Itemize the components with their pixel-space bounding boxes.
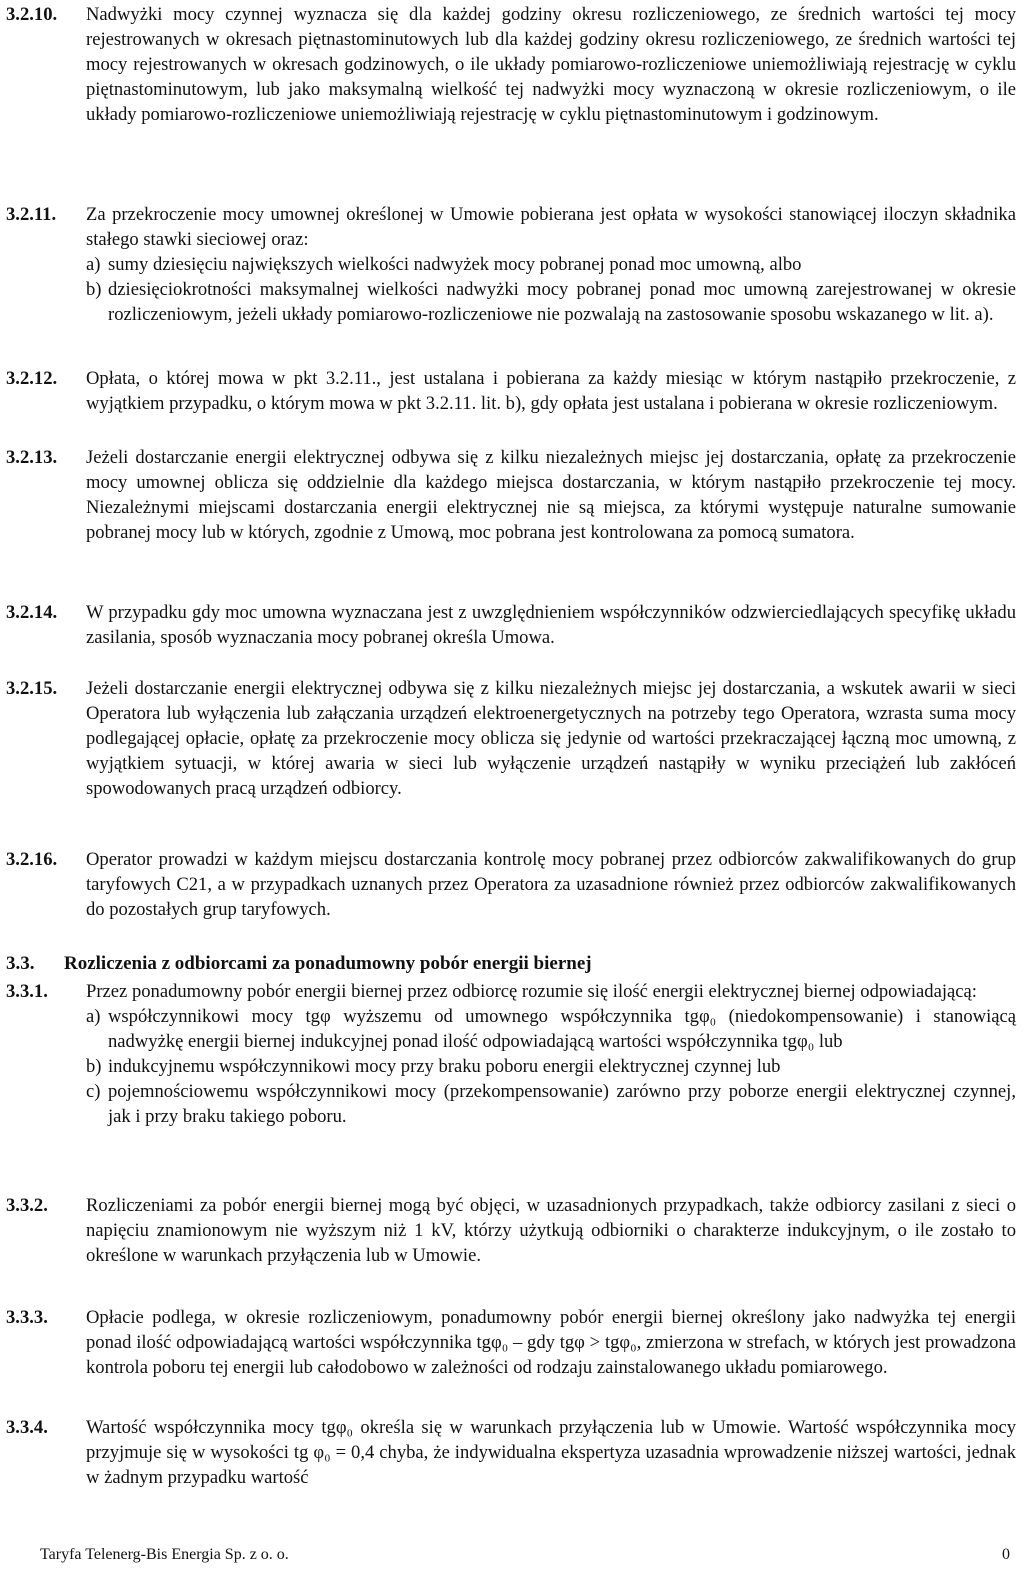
paragraph-number: 3.2.10. <box>6 4 58 25</box>
paragraph-number: 3.2.12. <box>6 368 58 389</box>
list-item <box>86 1055 1016 1080</box>
paragraph-number: 3.2.11. <box>6 204 57 225</box>
paragraph-number: 3.3.3. <box>6 1307 48 1328</box>
paragraph-3-2-15 <box>6 677 1016 802</box>
paragraph-text: Opłata, o której mowa w pkt 3.2.11., jest ustalana i pobierana za każdy miesiąc w którym nastąpiło przekroczenie, z wyjątkiem przypadku, o którym mowa w pkt 3.2.11. lit. b), gdy opłata jest ustalana i pobierana w okresie rozliczeniowym. <box>86 368 1016 414</box>
paragraph-3-2-16 <box>6 848 1016 923</box>
list-item <box>86 1080 1016 1130</box>
paragraph-number: 3.3.2. <box>6 1195 48 1216</box>
list-item-text: indukcyjnemu współczynnikowi mocy przy braku poboru energii elektrycznej czynnej lub <box>108 1055 781 1077</box>
paragraph-text: Przez ponadumowny pobór energii biernej przez odbiorcę rozumie się ilość energii elektrycznej biernej odpowiadającą: <box>86 981 977 1002</box>
list-item <box>86 278 1016 328</box>
footer-company: Taryfa Telenerg-Bis Energia Sp. z o. o. <box>40 1546 289 1563</box>
paragraph-3-2-11 <box>6 203 1016 328</box>
paragraph-number: 3.3.4. <box>6 1417 48 1438</box>
paragraph-text: Wartość współczynnika mocy tgφ₀ określa się w warunkach przyłączenia lub w Umowie. Wartość współczynnika mocy przyjmuje się w wysokości tg φ₀ = 0,4 chyba, że indywidualna ekspertyza uzasadnia wprowadzenie niższej wartości, jednak w żadnym przypadku wartość <box>86 1417 1016 1488</box>
list-item-letter: c) <box>86 1080 101 1102</box>
paragraph-text: Jeżeli dostarczanie energii elektrycznej odbywa się z kilku niezależnych miejsc jej dostarczania, a wskutek awarii w sieci Operatora lub wyłączenia lub załączania urządzeń elektroenergetycznych na potrzeby tego Operatora, wzrasta suma mocy podlegającej opłacie, opłatę za przekroczenie mocy oblicza się jedynie od wartości przekraczającej łączną moc umowną, z wyjątkiem sytuacji, w której awaria w sieci lub wyłączenie urządzeń nastąpiły w wyniku przeciążeń lub zakłóceń spowodowanych pracą urządzeń odbiorcy. <box>86 678 1016 799</box>
list-item-letter: b) <box>86 278 102 300</box>
paragraph-text: Nadwyżki mocy czynnej wyznacza się dla każdej godziny okresu rozliczeniowego, ze średnich wartości tej mocy rejestrowanych w okresach piętnastominutowych lub dla każdej godziny okresu rozliczeniowego, ze średnich wartości tej mocy rejestrowanych w okresach godzinowych, o ile układy pomiarowo-rozliczeniowe uniemożliwiają rejestrację w cyklu piętnastominutowym, lub jako maksymalną wielkość tej nadwyżki mocy wyznaczoną w okresie rozliczeniowym, o ile układy pomiarowo-rozliczeniowe uniemożliwiają rejestrację w cyklu piętnastominutowym i godzinowym. <box>86 4 1016 125</box>
list-item <box>86 1005 1016 1055</box>
paragraph-text: Rozliczeniami za pobór energii biernej mogą być objęci, w uzasadnionych przypadkach, także odbiorcy zasilani z sieci o napięciu znamionowym nie wyższym niż 1 kV, którzy użytkują odbiorniki o charakterze indukcyjnym, o ile zostało to określone w warunkach przyłączenia lub w Umowie. <box>86 1195 1016 1266</box>
list-item-letter: a) <box>86 1005 101 1027</box>
paragraph-text: W przypadku gdy moc umowna wyznaczana jest z uwzględnieniem współczynników odzwierciedlających specyfikę układu zasilania, sposób wyznaczania mocy pobranej określa Umowa. <box>86 602 1016 648</box>
paragraph-text: Za przekroczenie mocy umownej określonej w Umowie pobierana jest opłata w wysokości stanowiącej iloczyn składnika stałego stawki sieciowej oraz: <box>86 204 1016 250</box>
paragraph-number: 3.2.13. <box>6 447 58 468</box>
list-item-letter: a) <box>86 253 101 275</box>
list-item-letter: b) <box>86 1055 102 1077</box>
paragraph-body <box>86 980 1016 1129</box>
section-heading <box>6 952 1016 977</box>
paragraph-3-2-13 <box>6 446 1016 546</box>
list-item-text: dziesięciokrotności maksymalnej wielkości nadwyżki mocy pobranej ponad moc umowną zarejestrowanej w okresie rozliczeniowym, jeżeli układy pomiarowo-rozliczeniowe nie pozwalają na zastosowanie sposobu wskazanego w lit. a). <box>108 278 1016 325</box>
paragraph-text: Jeżeli dostarczanie energii elektrycznej odbywa się z kilku niezależnych miejsc jej dostarczania, opłatę za przekroczenie mocy umownej oblicza się oddzielnie dla każdego miejsca dostarczania, w którym nastąpiło przekroczenie tej mocy. Niezależnymi miejscami dostarczania energii elektrycznej nie są miejsca, za którymi występuje naturalne sumowanie pobranej mocy lub w których, zgodnie z Umową, moc pobrana jest kontrolowana za pomocą sumatora. <box>86 447 1016 543</box>
paragraph-3-2-10 <box>6 3 1016 128</box>
paragraph-number: 3.2.14. <box>6 602 58 623</box>
paragraph-number: 3.3.1. <box>6 981 48 1002</box>
paragraph-number: 3.2.15. <box>6 678 58 699</box>
list-item-text: współczynnikowi mocy tgφ wyższemu od umownego współczynnika tgφ₀ (niedokompensowanie) i stanowiącą nadwyżkę energii biernej indukcyjnej ponad ilość odpowiadającą wartości współczynnika tgφ₀ lub <box>108 1005 1016 1052</box>
page-number: 0 <box>1002 1546 1010 1563</box>
section-number: 3.3. <box>6 953 35 974</box>
paragraph-3-2-14 <box>6 601 1016 651</box>
list-item <box>86 253 1016 278</box>
paragraph-text: Opłacie podlega, w okresie rozliczeniowym, ponadumowny pobór energii biernej określony jako nadwyżka tej energii ponad ilość odpowiadającą wartości współczynnika tgφ₀ – gdy tgφ > tgφ₀, zmierzona w strefach, w których jest prowadzona kontrola poboru tej energii lub całodobowo w zależności od rodzaju zainstalowanego układu pomiarowego. <box>86 1307 1016 1378</box>
paragraph-body <box>86 203 1016 328</box>
list-item-text: pojemnościowemu współczynnikowi mocy (przekompensowanie) zarówno przy poborze energii elektrycznej czynnej, jak i przy braku takiego poboru. <box>108 1080 1016 1127</box>
paragraph-3-2-12 <box>6 367 1016 417</box>
section-title: Rozliczenia z odbiorcami za ponadumowny pobór energii biernej <box>64 953 592 974</box>
paragraph-3-3-1 <box>6 980 1016 1129</box>
paragraph-number: 3.2.16. <box>6 849 58 870</box>
paragraph-text: Operator prowadzi w każdym miejscu dostarczania kontrolę mocy pobranej przez odbiorców zakwalifikowanych do grup taryfowych C21, a w przypadkach uznanych przez Operatora za uzasadnione również przez odbiorców zakwalifikowanych do pozostałych grup taryfowych. <box>86 849 1016 920</box>
paragraph-3-3-2 <box>6 1194 1016 1269</box>
list-item-text: sumy dziesięciu największych wielkości nadwyżek mocy pobranej ponad moc umowną, albo <box>108 253 802 275</box>
page-footer <box>40 1543 1010 1568</box>
paragraph-3-3-3 <box>6 1306 1016 1381</box>
paragraph-3-3-4 <box>6 1416 1016 1491</box>
